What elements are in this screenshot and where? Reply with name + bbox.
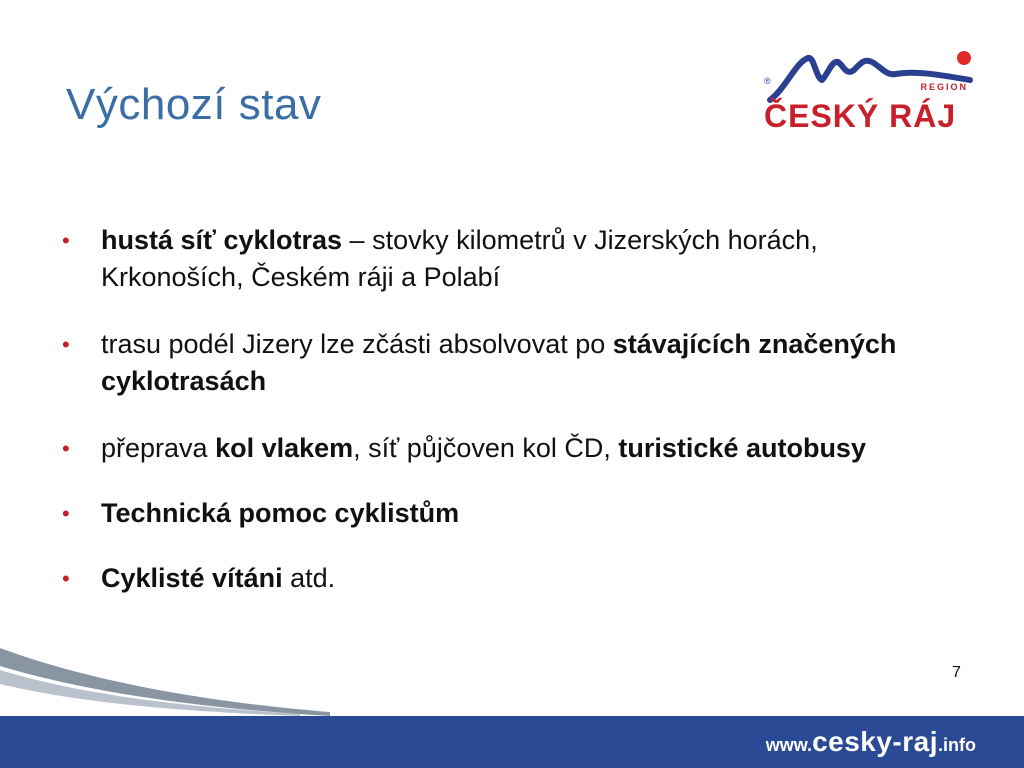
bullet-dot-icon: •: [62, 332, 70, 357]
slide-title: Výchozí stav: [66, 80, 322, 129]
footer-website-link[interactable]: [766, 726, 976, 758]
bullet-bold-text: turistické autobusy: [618, 433, 866, 463]
bullet-text: trasu podél Jizery lze zčásti absolvovat po: [101, 329, 613, 359]
cesky-raj-logo: [756, 48, 978, 138]
bullet-item: [62, 430, 942, 467]
bullet-bold-text: kol vlakem: [215, 433, 354, 463]
bullet-dot-icon: •: [62, 566, 70, 591]
bullet-item: [62, 560, 942, 597]
url-main: cesky-raj: [812, 726, 938, 757]
logo-name: ČESKÝ RÁJ: [764, 98, 957, 134]
registered-mark: ®: [764, 76, 771, 86]
bullet-bold-text: Cyklisté vítáni: [101, 563, 283, 593]
decorative-swoosh: [0, 640, 420, 720]
bullet-dot-icon: •: [62, 501, 70, 526]
url-prefix: www.: [765, 735, 813, 755]
bullet-text: , síť půjčoven kol ČD,: [353, 433, 619, 463]
bullet-bold-text: hustá síť cyklotras: [101, 225, 343, 255]
logo-region-label: REGION: [920, 82, 968, 92]
bullet-list: [62, 222, 942, 627]
bullet-dot-icon: •: [62, 228, 70, 253]
bullet-text: – stovky kilometrů v Jizerských horách, Krkonoších, Českém ráji a Polabí: [101, 225, 818, 292]
bullet-item: [62, 222, 942, 296]
page-number: 7: [952, 664, 961, 681]
bullet-bold-text: Technická pomoc cyklistům: [101, 498, 460, 528]
bullet-item: [62, 495, 942, 532]
bullet-dot-icon: •: [62, 436, 70, 461]
bullet-item: [62, 326, 942, 400]
bullet-text: atd.: [282, 563, 336, 593]
url-suffix: .info: [938, 735, 976, 755]
bullet-bold-text: stávajících značených cyklotrasách: [101, 329, 897, 396]
footer-bar: [0, 716, 1024, 768]
bullet-text: přeprava: [101, 433, 216, 463]
